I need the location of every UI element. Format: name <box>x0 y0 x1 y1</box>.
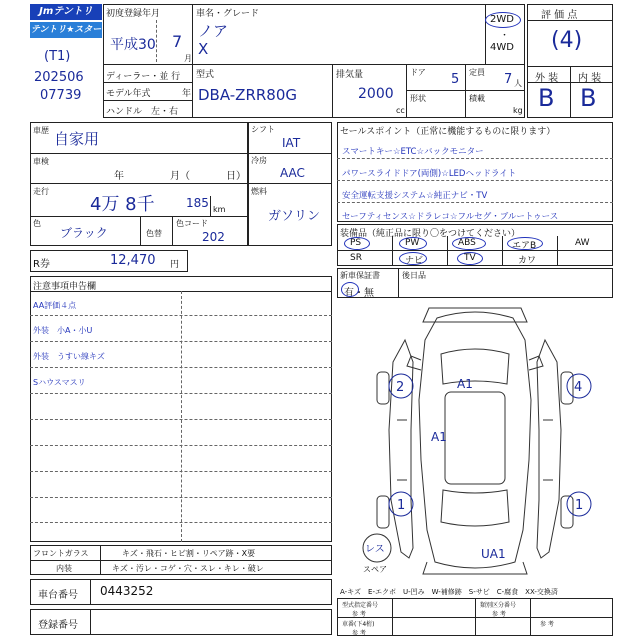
ref-4: 参 考 <box>540 621 554 628</box>
first-reg-era: 平成30 <box>110 37 156 53</box>
inspection-label: 車検 <box>33 157 49 166</box>
glass-label: フロントガラス <box>33 549 89 558</box>
usage-value: 自家用 <box>54 130 100 148</box>
equipment-tv: TV <box>464 253 476 263</box>
car-grade: X <box>198 40 209 58</box>
class-label: 類別区分番号 <box>480 602 517 609</box>
model-year-unit: 年 <box>182 89 192 99</box>
exterior-label: 外 装 <box>535 73 559 84</box>
inspection-year: 年 <box>114 171 124 182</box>
door-value: 5 <box>451 72 460 87</box>
car-diagram <box>337 300 613 584</box>
mark-right-rear: 1 <box>575 498 584 513</box>
color-code-label: 色コード <box>176 219 208 228</box>
inspection-month: 月（ <box>170 171 190 182</box>
mileage-value: 4万 8千 <box>90 194 155 215</box>
door-label: ドア <box>410 68 426 77</box>
shape-label: 形状 <box>410 94 426 103</box>
equipment-leather: カワ <box>518 256 537 266</box>
warranty-label: 新車保証書 <box>340 271 380 280</box>
logo-top: Jmテントリ <box>30 4 102 20</box>
fuel-value: ガソリン <box>268 209 321 224</box>
color-label: 色 <box>33 219 41 228</box>
car-name-label: 車名・グレード <box>196 9 260 19</box>
equipment-navi-circle <box>399 252 427 265</box>
logo-bottom: テントリ★スター <box>30 22 102 38</box>
reg-label: 登録番号 <box>38 620 78 631</box>
load-label: 積載 <box>469 94 485 103</box>
ac-value: AAC <box>280 166 305 180</box>
first-reg-month: 7 <box>172 32 183 51</box>
notes-title: 注意事項申告欄 <box>33 282 97 292</box>
car-no-label: 車番(下4桁) <box>342 621 375 628</box>
lot-number-1: 202506 <box>34 70 84 85</box>
model-cert-label: 型式指定番号 <box>342 602 379 609</box>
equipment-ps: PS <box>350 238 362 248</box>
equipment-sr: SR <box>350 253 362 263</box>
lot-number-2: 07739 <box>40 88 82 103</box>
drive-dot: ・ <box>500 31 510 41</box>
equipment-aw: AW <box>575 238 590 248</box>
score-label: 評 価 点 <box>541 10 578 21</box>
note-4: Sハウスマスリ <box>33 378 86 387</box>
warranty-value: 有・無 <box>344 288 374 299</box>
color-code-value: 202 <box>202 230 225 244</box>
mark-left-front: 2 <box>396 380 405 395</box>
fuel-label: 燃料 <box>251 187 267 196</box>
equipment-pw-circle <box>399 237 427 250</box>
chassis-label: 車台番号 <box>38 590 78 601</box>
interior-grade: B <box>580 84 597 112</box>
type-value: DBA-ZRR80G <box>198 86 298 104</box>
displacement-unit: cc <box>396 106 405 115</box>
model-year-label: モデル年式 <box>106 89 151 99</box>
equipment-navi: ナビ <box>405 256 424 266</box>
mileage-sub: 185 <box>186 196 209 210</box>
chassis-value: 0443252 <box>100 584 154 598</box>
equipment-tv-circle <box>457 252 483 265</box>
first-reg-month-unit: 月 <box>184 54 192 63</box>
equipment-abs-circle <box>452 237 486 250</box>
recycle-label: R券 <box>33 259 50 270</box>
equipment-airbag-circle <box>507 237 543 250</box>
car-name: ノア <box>198 22 229 40</box>
shift-value: IAT <box>282 136 301 150</box>
equipment-ps-circle <box>344 237 370 250</box>
grade-code: (T1) <box>44 49 71 64</box>
inspection-day: 日） <box>226 171 246 182</box>
mileage-unit: km <box>213 205 226 214</box>
note-3: 外装 うすい線キズ <box>33 352 105 361</box>
selling-point-1: スマートキー☆ETC☆バックモニター <box>342 147 484 157</box>
displacement-value: 2000 <box>358 86 394 102</box>
shift-label: シフト <box>251 125 275 134</box>
load-unit: kg <box>513 106 523 115</box>
recycle-unit: 円 <box>170 260 180 270</box>
spare-mark: レス <box>365 544 385 555</box>
new-mark-label: 後日品 <box>402 271 426 280</box>
equipment-airbag: エアB <box>512 241 537 251</box>
mark-right-front: 4 <box>574 380 583 395</box>
first-reg-label: 初度登録年月 <box>106 9 161 19</box>
glass-value: キズ・飛石・ヒビ割・リペア跡・X要 <box>122 549 256 558</box>
exterior-grade: B <box>538 84 555 112</box>
displacement-label: 排気量 <box>336 70 364 80</box>
type-label: 型式 <box>196 70 215 80</box>
ref-2: 参 考 <box>492 611 506 618</box>
recycle-box <box>30 250 188 272</box>
selling-point-3: 安全運転支援システム☆純正ナビ・TV <box>342 191 488 201</box>
capacity-unit: 人 <box>514 79 522 88</box>
note-1: AA評価４点 <box>33 301 77 310</box>
interior-label: 内 装 <box>578 73 602 84</box>
equipment-abs: ABS <box>458 238 476 248</box>
usage-label: 車歴 <box>33 126 49 135</box>
mark-left-rear: 1 <box>397 498 406 513</box>
selling-point-2: パワースライドドア(両側)☆LEDヘッドライト <box>342 169 517 179</box>
ac-label: 冷房 <box>251 156 267 165</box>
capacity-label: 定員 <box>469 68 485 77</box>
interior-condition-label: 内装 <box>56 564 72 573</box>
selling-points-title: セールスポイント（正常に機能するものに限ります） <box>340 127 556 137</box>
dealer-label: ディーラー・並 行 <box>106 72 181 82</box>
logo <box>30 4 102 40</box>
interior-condition-value: キズ・汚レ・コゲ・穴・スレ・キレ・破レ <box>112 564 264 573</box>
color-change-label: 色替 <box>146 229 162 238</box>
drive-2wd: 2WD <box>490 14 514 25</box>
mark-roof: A1 <box>431 430 447 444</box>
mark-rear-bumper: UA1 <box>481 547 506 561</box>
ref-3: 参 考 <box>352 630 366 637</box>
score-value: (4) <box>551 28 583 53</box>
ref-1: 参 考 <box>352 611 366 618</box>
warranty-yes-circle <box>341 282 359 297</box>
capacity-value: 7 <box>504 72 513 87</box>
handle-label: ハンドル 左・右 <box>106 107 179 117</box>
equipment-title: 装備品（純正品に限り〇をつけてください） <box>340 229 521 239</box>
mark-front-center: A1 <box>457 377 473 391</box>
mileage-label: 走行 <box>33 187 49 196</box>
damage-legend: A-キズ E-エクボ U-凹み W-補修跡 S-サビ C-腐食 XX-交換済 <box>340 588 558 596</box>
note-2: 外装 小A・小U <box>33 326 93 335</box>
color-value: ブラック <box>60 226 108 240</box>
recycle-value: 12,470 <box>110 253 156 268</box>
spare-label: スペア <box>363 565 387 574</box>
drive-4wd: 4WD <box>490 42 514 53</box>
selling-point-4: セーフティセンス☆ドラレコ☆フルセグ・ブルートゥース <box>342 212 559 222</box>
equipment-pw: PW <box>405 238 420 248</box>
